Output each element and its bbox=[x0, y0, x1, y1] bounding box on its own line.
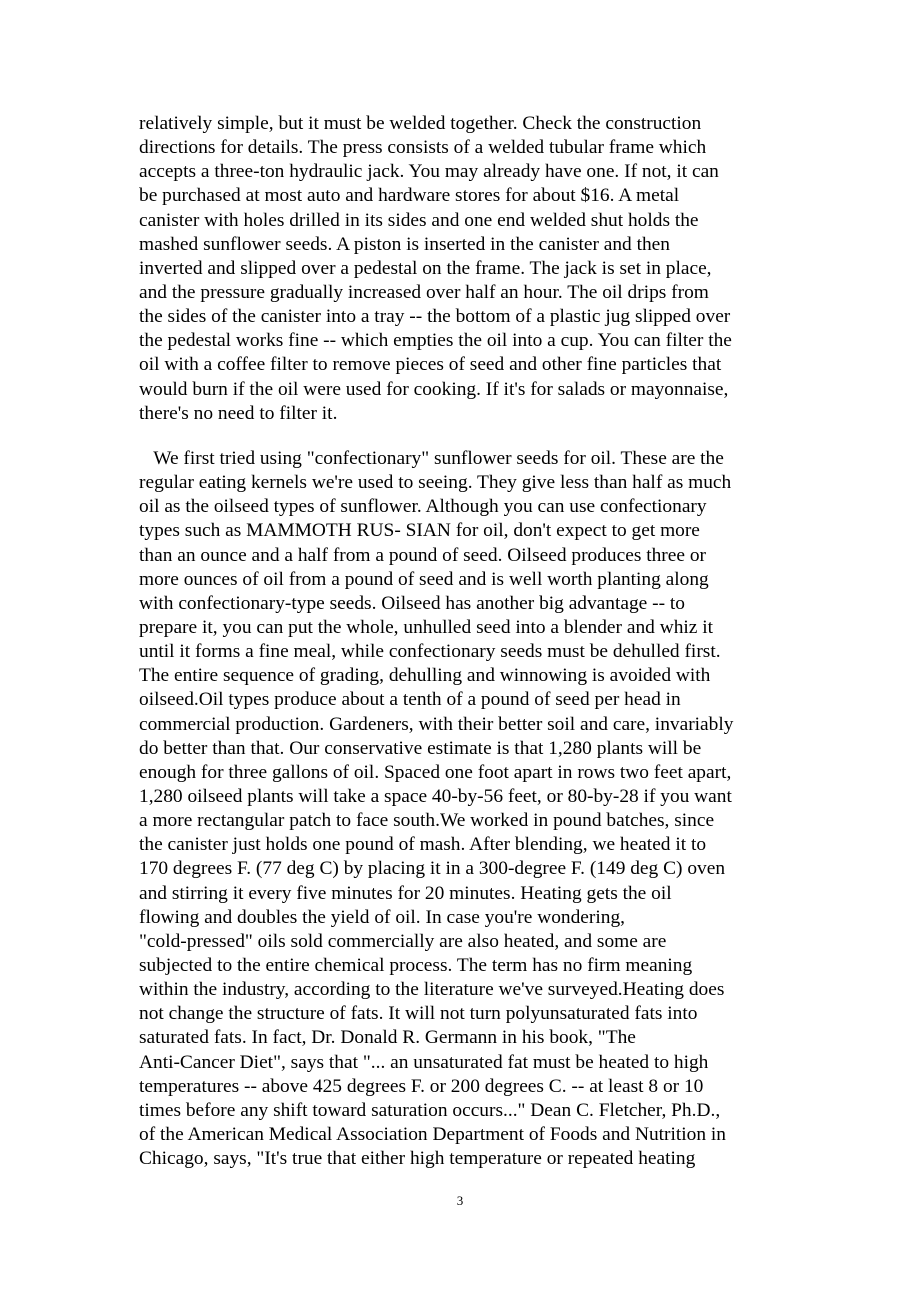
text-line: do better than that. Our conservative estimate is that 1,280 plants will be bbox=[139, 737, 702, 759]
text-line: "cold-pressed" oils sold commercially are also heated, and some are bbox=[139, 930, 667, 952]
text-line: oilseed.Oil types produce about a tenth of a pound of seed per head in bbox=[139, 689, 681, 711]
text-line: canister with holes drilled in its sides and one end welded shut holds the bbox=[139, 209, 699, 231]
text-line: relatively simple, but it must be welded together. Check the construction bbox=[139, 113, 702, 134]
text-line: the sides of the canister into a tray -- the bottom of a plastic jug slipped over bbox=[139, 306, 731, 328]
text-line: directions for details. The press consists of a welded tubular frame which bbox=[139, 137, 707, 159]
text-line: than an ounce and a half from a pound of seed. Oilseed produces three or bbox=[139, 544, 706, 566]
text-line: not change the structure of fats. It will not turn polyunsaturated fats into bbox=[139, 1003, 698, 1025]
text-line: and stirring it every five minutes for 20 minutes. Heating gets the oil bbox=[139, 882, 672, 904]
text-line: within the industry, according to the literature we've surveyed.Heating does bbox=[139, 979, 725, 1001]
text-line: more ounces of oil from a pound of seed and is well worth planting along bbox=[139, 568, 709, 590]
text-line: 1,280 oilseed plants will take a space 40-by-56 feet, or 80-by-28 if you want bbox=[139, 785, 732, 807]
text-line: flowing and doubles the yield of oil. In case you're wondering, bbox=[139, 906, 625, 928]
text-line: of the American Medical Association Department of Foods and Nutrition in bbox=[139, 1123, 726, 1145]
text-line: prepare it, you can put the whole, unhulled seed into a blender and whiz it bbox=[139, 616, 714, 638]
text-line: the pedestal works fine -- which empties the oil into a cup. You can filter the bbox=[139, 330, 732, 352]
text-line: inverted and slipped over a pedestal on the frame. The jack is set in place, bbox=[139, 257, 712, 279]
text-line: times before any shift toward saturation occurs..." Dean C. Fletcher, Ph.D., bbox=[139, 1099, 721, 1121]
text-line: 170 degrees F. (77 deg C) by placing it in a 300-degree F. (149 deg C) oven bbox=[139, 858, 726, 880]
text-line: oil with a coffee filter to remove pieces of seed and other fine particles that bbox=[139, 354, 722, 376]
text-line: Chicago, says, "It's true that either high temperature or repeated heating bbox=[139, 1148, 696, 1170]
text-line: until it forms a fine meal, while confectionary seeds must be dehulled first. bbox=[139, 641, 721, 663]
text-line: Anti-Cancer Diet", says that "... an unsaturated fat must be heated to high bbox=[139, 1051, 709, 1073]
page-number: 3 bbox=[456, 1193, 464, 1208]
text-line: subjected to the entire chemical process. The term has no firm meaning bbox=[139, 954, 693, 976]
text-line: oil as the oilseed types of sunflower. Although you can use confectionary bbox=[139, 496, 707, 518]
text-line: would burn if the oil were used for cooking. If it's for salads or mayonnaise, bbox=[139, 378, 729, 400]
text-line: saturated fats. In fact, Dr. Donald R. Germann in his book, "The bbox=[139, 1027, 636, 1049]
text-line: We first tried using "confectionary" sunflower seeds for oil. These are the bbox=[139, 448, 724, 469]
text-line: commercial production. Gardeners, with their better soil and care, invariably bbox=[139, 713, 734, 735]
text-line: mashed sunflower seeds. A piston is inserted in the canister and then bbox=[139, 233, 670, 255]
text-line: a more rectangular patch to face south.We worked in pound batches, since bbox=[139, 810, 715, 832]
text-line: regular eating kernels we're used to seeing. They give less than half as much bbox=[139, 472, 732, 494]
paragraph-1 bbox=[139, 112, 799, 426]
text-line: enough for three gallons of oil. Spaced one foot apart in rows two feet apart, bbox=[139, 761, 732, 783]
text-line: types such as MAMMOTH RUS- SIAN for oil, don't expect to get more bbox=[139, 520, 700, 542]
text-line: accepts a three-ton hydraulic jack. You may already have one. If not, it can bbox=[139, 161, 719, 183]
text-line: be purchased at most auto and hardware stores for about $16. A metal bbox=[139, 185, 680, 207]
text-line: and the pressure gradually increased over half an hour. The oil drips from bbox=[139, 281, 709, 303]
paragraph-2 bbox=[139, 447, 799, 1171]
text-line: the canister just holds one pound of mash. After blending, we heated it to bbox=[139, 834, 707, 856]
text-line: The entire sequence of grading, dehulling and winnowing is avoided with bbox=[139, 665, 711, 687]
text-line: temperatures -- above 425 degrees F. or 200 degrees C. -- at least 8 or 10 bbox=[139, 1075, 704, 1097]
text-line: with confectionary-type seeds. Oilseed has another big advantage -- to bbox=[139, 592, 685, 614]
text-line: there's no need to filter it. bbox=[139, 402, 338, 424]
